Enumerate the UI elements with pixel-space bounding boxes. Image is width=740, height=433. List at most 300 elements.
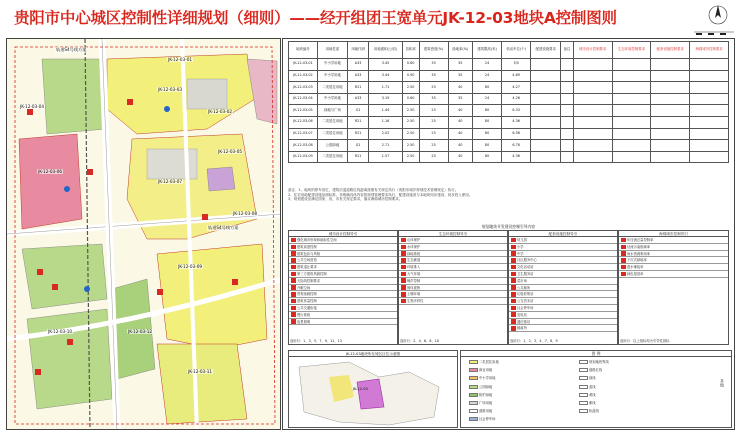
facility-icon: [401, 238, 406, 243]
land-use-map[interactable]: [6, 38, 281, 430]
table-header-cell: 用地代码: [347, 42, 368, 59]
legend-label: 黄线: [589, 392, 596, 397]
map-canvas: [7, 39, 281, 430]
legend-label: 商业用地: [479, 368, 493, 373]
legend-label: 紫线: [589, 401, 596, 405]
map-label-parcel: JK-12-03-01: [168, 57, 193, 62]
grid-row-label: 噪声控制: [407, 278, 421, 283]
inset-map: [289, 357, 459, 429]
legend-label: 中小学用地: [479, 376, 496, 381]
table-cell: 35: [448, 59, 473, 71]
legend-item: [579, 393, 596, 397]
grid-row-label: 卫生服务站: [517, 271, 534, 276]
table-cell: [612, 128, 651, 140]
table-header-cell: 生态环境控制要求: [612, 42, 651, 59]
table-header-cell: 用地面积(公顷): [369, 42, 402, 59]
legend-swatch: [579, 401, 588, 405]
legend-label: 绿线: [589, 376, 596, 381]
control-index-table: [288, 41, 729, 163]
table-row: [289, 82, 729, 94]
table-cell: [561, 82, 574, 94]
table-row: [289, 105, 729, 117]
table-cell: 40: [448, 116, 473, 128]
table-cell: [612, 116, 651, 128]
table-cell: JK-12-03-03: [289, 82, 318, 94]
table-cell: A33: [347, 59, 368, 71]
grid-row-label: 中学: [517, 251, 524, 256]
table-cell: [561, 105, 574, 117]
grid-row-label: 慢行系统: [297, 312, 311, 317]
facility-icon: [621, 258, 626, 263]
table-cell: [651, 59, 690, 71]
legend-title: 图 例: [461, 351, 731, 357]
table-cell: [561, 116, 574, 128]
table-cell: [651, 116, 690, 128]
table-cell: [612, 93, 651, 105]
facility-icon: [511, 306, 516, 311]
legend-label: 道路红线: [589, 368, 603, 373]
legend-swatch: [469, 360, 478, 364]
table-cell: JK-12-03-09: [289, 151, 318, 163]
legend-item: [469, 401, 492, 405]
facility-icon: [511, 238, 516, 243]
table-cell: 80: [473, 151, 502, 163]
table-cell: 80: [473, 116, 502, 128]
facility-icon: [621, 272, 626, 277]
table-header-cell: 用地性质: [317, 42, 347, 59]
table-cell: 0.60: [402, 93, 419, 105]
table-cell: 1.57: [369, 151, 402, 163]
table-header-cell: 城市设计控制要求: [573, 42, 612, 59]
table-cell: G1: [347, 105, 368, 117]
table-cell: [612, 151, 651, 163]
grid-row: [509, 264, 617, 271]
facility-icon: [511, 299, 516, 304]
facility-icon: [291, 292, 296, 297]
grid-row: [509, 298, 617, 305]
table-cell: R21: [347, 151, 368, 163]
map-label-rail: 轨道S4号线方案: [208, 225, 239, 230]
map-label-parcel: JK-12-03-04: [20, 104, 45, 109]
grid-col-list: [399, 237, 507, 305]
table-row: [289, 128, 729, 140]
table-cell: 2.50: [402, 82, 419, 94]
grid-row: [289, 257, 397, 264]
table-cell: [573, 116, 612, 128]
table-header-cell: 海绵城市控制要求: [690, 42, 729, 59]
table-cell: [531, 151, 561, 163]
grid-row: [399, 251, 507, 258]
grid-col-urban: [288, 230, 398, 345]
table-cell: 1.16: [369, 116, 402, 128]
table-cell: 35: [448, 70, 473, 82]
table-cell: 24: [473, 93, 502, 105]
grid-row: [289, 312, 397, 319]
legend-label: 二类居住用地: [479, 360, 499, 364]
table-row: [289, 116, 729, 128]
grid-row: [289, 285, 397, 292]
facility-icon: [291, 299, 296, 304]
table-cell: [573, 128, 612, 140]
grid-row-label: 生物多样性: [407, 299, 424, 304]
table-cell: 6.56: [502, 128, 531, 140]
grid-row-label: 夜景照明: [297, 319, 311, 324]
table-cell: [612, 105, 651, 117]
grid-row: [509, 319, 617, 326]
grid-row-label: 山体保护: [407, 238, 421, 242]
location-inset: [288, 350, 458, 428]
table-cell: 1.71: [369, 82, 402, 94]
map-label-parcel: JK-12-03-10: [48, 329, 73, 334]
grid-row-label: 幼儿园: [517, 238, 527, 242]
table-cell: [651, 140, 690, 152]
grid-row-label: 大气环境: [407, 271, 421, 276]
table-cell: 80: [473, 82, 502, 94]
facility-icon: [291, 272, 296, 277]
legend-swatch: [579, 368, 588, 372]
table-cell: [531, 128, 561, 140]
map-label-parcel: JK-12-03-02: [208, 109, 233, 114]
table-cell: JK-12-03-06: [289, 116, 318, 128]
table-header-cell: 建筑限高(米): [473, 42, 502, 59]
table-cell: 公园绿地: [317, 140, 347, 152]
table-cell: 40: [448, 128, 473, 140]
table-cell: [561, 70, 574, 82]
legend-item: [579, 360, 609, 364]
grid-row: [399, 278, 507, 285]
legend-item: [469, 417, 495, 421]
facility-icon: [511, 251, 516, 256]
legend-swatch: [469, 376, 478, 380]
grid-row: [619, 237, 728, 244]
grid-row-label: 邮政所: [517, 326, 527, 331]
facility-icon: [511, 326, 516, 331]
grid-row: [289, 298, 397, 305]
table-cell: [573, 70, 612, 82]
grid-row-label: 开敞空间: [297, 285, 311, 290]
table-cell: 3.44: [369, 70, 402, 82]
grid-col-list: [619, 237, 728, 278]
table-cell: JK-12-03-02: [289, 70, 318, 82]
legend-swatch: [469, 417, 478, 421]
grid-row: [289, 237, 397, 244]
facility-icon: [511, 285, 516, 290]
table-cell: 2.50: [402, 116, 419, 128]
map-label-parcel: JK-12-03-06: [38, 169, 63, 174]
grid-row-label: 第三方建筑风貌控制: [297, 271, 327, 276]
legend-item: [469, 368, 492, 372]
table-cell: [573, 151, 612, 163]
table-cell: A33: [347, 93, 368, 105]
table-cell: 35: [419, 59, 448, 71]
legend-swatch: [469, 393, 478, 397]
table-cell: JK-12-03-04: [289, 93, 318, 105]
grid-row: [619, 264, 728, 271]
table-cell: 2.50: [402, 128, 419, 140]
grid-row-label: 公共空间营造: [297, 258, 317, 263]
table-row: [289, 59, 729, 71]
grid-col-header: 配套设施控制导引: [509, 231, 617, 237]
grid-row-label: 通信基站: [517, 319, 531, 324]
legend-swatch: [579, 385, 588, 389]
table-cell: 25: [419, 151, 448, 163]
table-cell: 二类居住用地: [317, 116, 347, 128]
facility-icon: [291, 319, 296, 324]
table-cell: [612, 140, 651, 152]
grid-row-label: 公交首末站: [517, 299, 534, 304]
map-label-parcel: JK-12-03-12: [128, 329, 153, 334]
grid-row: [289, 264, 397, 271]
legend-swatch: [469, 401, 478, 405]
map-label-parcel: JK-12-03-09: [178, 264, 203, 269]
legend-swatch: [469, 409, 478, 413]
grid-row: [509, 285, 617, 292]
table-cell: [573, 82, 612, 94]
table-cell: [531, 105, 561, 117]
grid-row: [509, 244, 617, 251]
grid-row: [289, 271, 397, 278]
legend-label: 公园绿地: [479, 384, 493, 389]
table-cell: 二类居住用地: [317, 151, 347, 163]
legend-item: [579, 401, 596, 405]
grid-row: [399, 298, 507, 305]
north-arrow-icon: [690, 2, 738, 40]
table-cell: R21: [347, 128, 368, 140]
table-cell: 80: [473, 105, 502, 117]
legend-item: [469, 376, 495, 380]
grid-col-list: [509, 237, 617, 332]
table-cell: [531, 82, 561, 94]
table-cell: 中小学用地: [317, 70, 347, 82]
table-cell: 2.50: [402, 140, 419, 152]
grid-row: [399, 271, 507, 278]
table-header-cell: 配建设施要求: [531, 42, 561, 59]
table-cell: 25: [419, 82, 448, 94]
grid-row-label: 绿色屋顶率: [627, 271, 644, 276]
table-cell: 40: [448, 82, 473, 94]
grid-row-label: 透水铺装率: [627, 265, 644, 270]
facility-icon: [511, 265, 516, 270]
table-cell: 6.78: [502, 140, 531, 152]
grid-col-header: 城市设计控制导引: [289, 231, 397, 237]
table-cell: [561, 140, 574, 152]
legend-item: [579, 376, 596, 380]
facility-icon: [291, 258, 296, 263]
table-cell: 25: [419, 128, 448, 140]
grid-row: [399, 291, 507, 298]
facility-icon: [291, 306, 296, 311]
table-cell: 二类居住用地: [317, 128, 347, 140]
table-cell: [690, 59, 729, 71]
grid-col-ecology: [398, 230, 508, 345]
table-cell: 2.50: [402, 105, 419, 117]
facility-icon: [401, 265, 406, 270]
grid-row-label: 径流污染削减率: [627, 244, 651, 249]
table-cell: 25: [419, 140, 448, 152]
grid-row: [289, 244, 397, 251]
grid-footer: 选用行：1、3、5、7、9、11、13: [290, 339, 342, 343]
facility-icon: [511, 312, 516, 317]
facility-icon: [401, 251, 406, 256]
grid-row-label: 水体保护: [407, 244, 421, 249]
grid-title: 规划地块开发建设控制引导内容: [481, 224, 536, 229]
grid-row-label: 建筑色彩与风格: [297, 251, 321, 256]
grid-row: [399, 257, 507, 264]
table-cell: [651, 93, 690, 105]
legend-label: 蓝线: [589, 384, 596, 389]
grid-row-label: 生态廊道: [407, 258, 421, 263]
table-cell: 4.89: [502, 70, 531, 82]
table-cell: [573, 140, 612, 152]
grid-row: [619, 257, 728, 264]
table-cell: [531, 59, 561, 71]
table-cell: JK-12-03-07: [289, 128, 318, 140]
grid-row-label: 天际线控制要求: [297, 278, 321, 283]
table-cell: 0.60: [402, 59, 419, 71]
table-row: [289, 70, 729, 82]
facility-icon: [291, 265, 296, 270]
map-label-parcel: JK-12-03-05: [218, 149, 243, 154]
legend-swatch: [469, 368, 478, 372]
table-cell: [612, 82, 651, 94]
note-line: 3、规划建设应满足国家、省、市有关规定要求，落实海绵城市控制要求。: [288, 197, 403, 202]
legend-swatch: [579, 376, 588, 380]
grid-row: [619, 244, 728, 251]
grid-row: [289, 305, 397, 312]
table-cell: 25: [419, 116, 448, 128]
table-cell: 二类居住用地: [317, 82, 347, 94]
map-label-rail: 轨道S4号线方案: [56, 47, 87, 52]
table-cell: 25: [419, 105, 448, 117]
grid-footer: 选用行：以上指标均为引导性指标: [620, 339, 670, 343]
table-cell: R21: [347, 116, 368, 128]
legend-label: 社会停车场: [479, 417, 496, 422]
facility-icon: [291, 278, 296, 283]
table-row: [289, 151, 729, 163]
table-cell: [612, 59, 651, 71]
grid-col-header: 海绵城市控制导引: [619, 231, 728, 237]
grid-row-label: 文化活动站: [517, 265, 534, 270]
grid-row: [619, 271, 728, 278]
table-cell: [651, 82, 690, 94]
grid-row: [509, 257, 617, 264]
table-cell: [561, 59, 574, 71]
table-cell: [690, 82, 729, 94]
map-label-parcel: JK-12-03-03: [158, 87, 183, 92]
table-cell: 0.90: [402, 70, 419, 82]
table-cell: 2.71: [369, 140, 402, 152]
table-cell: 40: [448, 140, 473, 152]
facility-icon: [511, 292, 516, 297]
facility-icon: [621, 238, 626, 243]
table-cell: [651, 70, 690, 82]
grid-row: [509, 305, 617, 312]
grid-row-label: 社会停车场: [517, 305, 534, 310]
grid-row: [289, 251, 397, 258]
table-header-cell: 配套设施控制要求: [651, 42, 690, 59]
legend-item: [469, 385, 492, 389]
grid-row: [509, 251, 617, 258]
table-cell: 3.19: [369, 93, 402, 105]
table-cell: [651, 128, 690, 140]
grid-footer: 选用行：2、4、6、8、10: [400, 339, 439, 343]
table-cell: 2.50: [402, 151, 419, 163]
note-line: 备注：1、地块的停车泊位，建筑后退道路红线距离按照有关规定执行（贵阳市城乡规划技术管理规定）执行。: [288, 188, 459, 192]
grid-row: [289, 278, 397, 285]
legend-item: [579, 368, 602, 372]
table-cell: [651, 105, 690, 117]
table-cell: 40: [448, 151, 473, 163]
grid-row: [509, 291, 617, 298]
legend-item: [469, 409, 492, 413]
table-cell: [573, 59, 612, 71]
grid-row-label: 建筑体量控制: [297, 299, 317, 304]
legend-label: 规划地块界线: [589, 360, 609, 364]
legend-item: [469, 360, 499, 364]
grid-row-label: 建筑高度控制: [297, 244, 317, 249]
table-cell: 35: [419, 93, 448, 105]
table-row: [289, 93, 729, 105]
facility-icon: [621, 251, 626, 256]
table-cell: JK-12-03-05: [289, 105, 318, 117]
grid-row-label: 年径流总量控制率: [627, 238, 654, 242]
grid-row-label: 小学: [517, 244, 524, 249]
table-cell: 24: [473, 59, 502, 71]
grid-col-list: [289, 237, 397, 325]
table-cell: [531, 140, 561, 152]
table-cell: [690, 140, 729, 152]
grid-row: [399, 237, 507, 244]
grid-row-label: 垃圾收集站: [517, 292, 534, 297]
grid-row: [619, 251, 728, 258]
table-cell: [690, 128, 729, 140]
inset-title: JK-12-03地块所在城区区位示意图: [289, 351, 457, 357]
grid-row-label: 建筑退让要求: [297, 265, 317, 270]
table-cell: 40: [448, 105, 473, 117]
grid-row-label: 雨水资源利用率: [627, 251, 651, 256]
grid-row: [399, 264, 507, 271]
legend-side-label: 其他: [720, 379, 725, 387]
facility-icon: [291, 251, 296, 256]
facility-icon: [511, 245, 516, 250]
table-cell: JK-12-03-08: [289, 140, 318, 152]
facility-icon: [511, 272, 516, 277]
table-cell: 24: [473, 70, 502, 82]
table-cell: [651, 151, 690, 163]
grid-row-label: 土壤环境: [407, 292, 421, 297]
table-cell: 4.27: [502, 82, 531, 94]
facility-icon: [621, 265, 626, 270]
legend-swatch: [579, 409, 588, 413]
table-cell: [690, 151, 729, 163]
table-cell: 4.36: [502, 151, 531, 163]
facility-icon: [401, 299, 406, 304]
table-header-cell: 建筑密度(%): [419, 42, 448, 59]
grid-col-sponge: [618, 230, 729, 345]
map-label-parcel: JK-12-03-11: [188, 369, 213, 374]
notes-block: [288, 188, 729, 202]
table-cell: 4.26: [502, 93, 531, 105]
table-cell: 35: [419, 70, 448, 82]
facility-icon: [291, 312, 296, 317]
table-cell: R21: [347, 82, 368, 94]
note-line: 2、住宅用地配建设施参照标准，非明确具体内容按规划管理要求执行，配建设施须与本地块同步建设、同步投入使用。: [288, 192, 473, 197]
grid-row-label: 景观视廊控制: [297, 292, 317, 297]
table-cell: [612, 70, 651, 82]
facility-icon: [401, 278, 406, 283]
table-cell: 1.44: [369, 105, 402, 117]
table-cell: [573, 105, 612, 117]
